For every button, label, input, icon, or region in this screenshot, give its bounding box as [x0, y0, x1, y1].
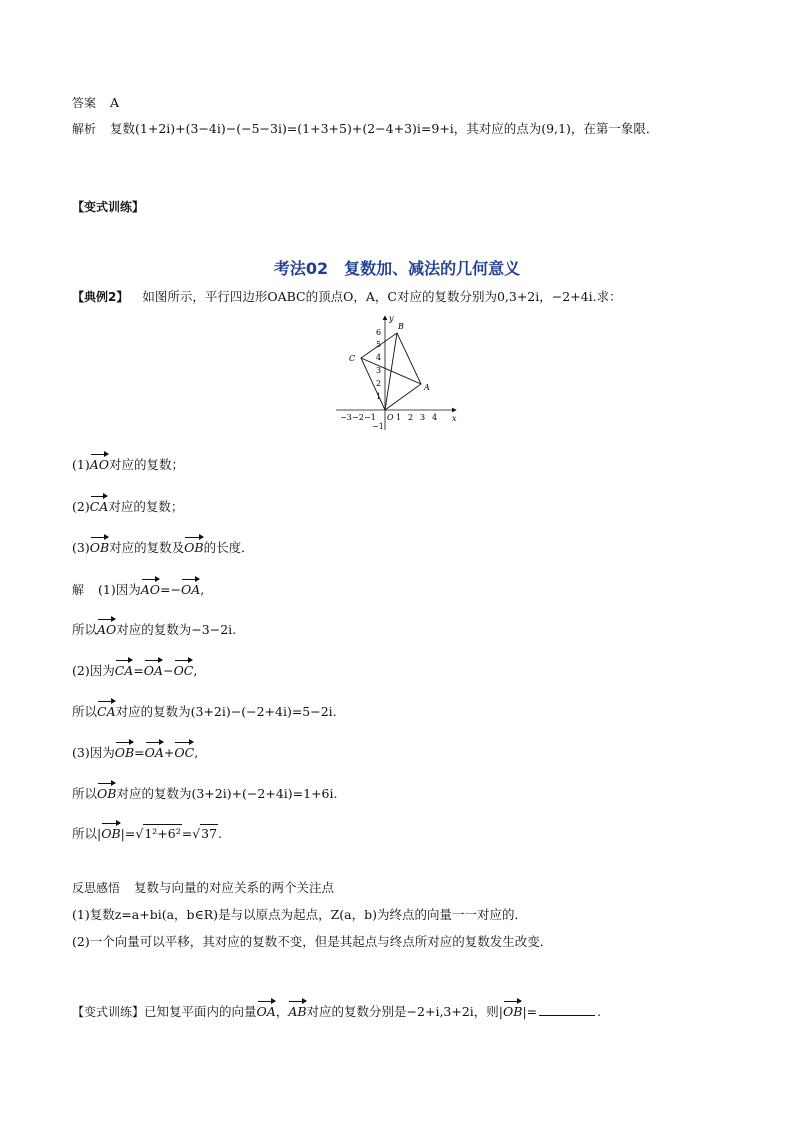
s1-prefix: (1)因为 [98, 582, 141, 597]
solution-step-1 [72, 578, 204, 599]
variant-training-1: 【变式训练】 [72, 200, 145, 214]
v2-text2: 对应的复数分别是−2+i,3+2i，则| [306, 1004, 504, 1019]
sqrt-radicand: 37 [201, 826, 218, 841]
s7-eq: = [181, 826, 193, 841]
analysis-label: 解析 [72, 122, 97, 136]
origin-label: O [387, 413, 394, 422]
s5-eq: = [134, 745, 145, 760]
s4-suffix: 对应的复数为(3+2i)−(−2+4i)=5−2i. [115, 704, 337, 719]
vector-ob: OB [90, 536, 109, 557]
section-title: 考法02 复数加、减法的几何意义 [273, 259, 521, 278]
vector-oc: OC [174, 741, 194, 762]
reflection-label: 反思感悟 [72, 881, 121, 895]
solution-step-4 [72, 700, 337, 721]
s7-prefix: 所以| [72, 826, 102, 841]
s1-end: , [200, 582, 205, 597]
answer-line [72, 94, 119, 112]
y-tick: 4 [376, 353, 382, 362]
answer-label: 答案 [72, 96, 97, 110]
vector-ao: AO [141, 578, 160, 599]
solution-step-6 [72, 782, 338, 803]
s6-suffix: 对应的复数为(3+2i)+(−2+4i)=1+6i. [116, 786, 338, 801]
s3-minus: − [163, 663, 174, 678]
solution-step-5 [72, 741, 198, 762]
s1-mid: =− [160, 582, 181, 597]
point-label-c: C [349, 354, 356, 363]
question-3 [72, 536, 254, 557]
y-tick: 1 [376, 392, 382, 401]
diagonal-ca [361, 358, 421, 384]
sqrt-sign: √ [135, 826, 144, 841]
q3-mid: 对应的复数及 [109, 540, 185, 555]
vector-ob: OB [97, 782, 116, 803]
example-tag: 【典例2】 [72, 290, 129, 304]
x-axis-label: x [452, 414, 457, 423]
x-tick: 3 [420, 413, 426, 422]
solution-step-7 [72, 822, 222, 843]
s5-plus: + [163, 745, 175, 760]
solution-label: 解 [72, 583, 85, 597]
solution-step-3 [72, 659, 197, 680]
s3-end: , [193, 663, 198, 678]
reflection-title: 复数与向量的对应关系的两个关注点 [134, 880, 335, 895]
y-tick: 5 [376, 340, 382, 349]
q2-suffix: 对应的复数； [108, 499, 184, 514]
vector-oa: OA [257, 1000, 276, 1021]
q3-prefix: (3) [72, 540, 90, 555]
s3-prefix: (2)因为 [72, 663, 115, 678]
vector-ob: OB [115, 741, 134, 762]
vector-ab: AB [288, 1000, 306, 1021]
q1-suffix: 对应的复数； [109, 457, 185, 472]
sqrt-sign: √ [192, 826, 201, 841]
y-tick: 2 [376, 379, 382, 388]
vector-ob: OB [101, 822, 120, 843]
vector-oa: OA [145, 741, 164, 762]
q2-prefix: (2) [72, 499, 90, 514]
diagonal-ob [385, 333, 397, 410]
vector-ob: OB [503, 1000, 522, 1021]
vector-ca: CA [115, 659, 134, 680]
parallelogram-figure [330, 312, 465, 434]
y-tick: −1 [372, 422, 384, 431]
s2-suffix: 对应的复数为−3−2i. [116, 622, 237, 637]
example-text: 如图所示，平行四边形OABC的顶点O，A，C对应的复数分别为0,3+2i，−2+4i.求： [142, 289, 622, 304]
v2-text1: 已知复平面内的向量 [144, 1004, 257, 1019]
vector-ao: AO [90, 453, 109, 474]
analysis-text: 复数(1+2i)+(3−4i)−(−5−3i)=(1+3+5)+(2−4+3)i=9+i，其对应的点为(9,1)，在第一象限． [110, 121, 659, 136]
answer-value: A [110, 95, 120, 110]
answer-blank[interactable] [539, 1003, 595, 1016]
s7-mid: |= [120, 826, 136, 841]
s5-end: , [194, 745, 199, 760]
vector-oa: OA [144, 659, 163, 680]
s5-prefix: (3)因为 [72, 745, 115, 760]
v2-text3: |= [522, 1004, 538, 1019]
question-1 [72, 453, 184, 474]
reflection-point-2: (2)一个向量可以平移，其对应的复数不变，但是其起点与终点所对应的复数发生改变． [72, 934, 553, 949]
y-axis-label: y [389, 314, 394, 323]
vector-ob: OB [184, 536, 203, 557]
variant-training-2 [72, 1000, 601, 1021]
s3-eq: = [133, 663, 144, 678]
x-tick: −1 [364, 413, 376, 422]
reflection-heading [72, 879, 334, 897]
x-tick: 4 [432, 413, 438, 422]
vector-ca: CA [90, 495, 109, 516]
q1-prefix: (1) [72, 457, 90, 472]
v2-sep: ， [275, 1004, 289, 1019]
point-label-b: B [398, 322, 404, 331]
x-tick: 2 [408, 413, 414, 422]
s2-prefix: 所以 [72, 622, 98, 637]
x-tick: −2 [352, 413, 364, 422]
solution-step-2 [72, 618, 236, 639]
vector-ao: AO [97, 618, 116, 639]
point-label-a: A [424, 383, 430, 392]
analysis-line [72, 120, 658, 138]
reflection-point-1: (1)复数z=a+bi(a，b∈R)是与以原点为起点，Z(a，b)为终点的向量一一对应的． [72, 907, 527, 922]
sqrt-radicand: 1²+6² [144, 826, 181, 841]
y-tick: 6 [376, 328, 382, 337]
example-line [72, 288, 622, 306]
x-tick: −3 [340, 413, 352, 422]
v2-end: . [597, 1004, 602, 1019]
x-tick: 1 [396, 413, 402, 422]
q3-suffix: 的长度． [203, 540, 254, 555]
y-tick: 3 [376, 366, 382, 375]
variant-tag: 【变式训练】 [72, 1005, 145, 1019]
vector-oa: OA [181, 578, 200, 599]
s6-prefix: 所以 [72, 786, 98, 801]
vector-oc: OC [174, 659, 194, 680]
vector-ca: CA [97, 700, 116, 721]
question-2 [72, 495, 183, 516]
s4-prefix: 所以 [72, 704, 98, 719]
s7-end: . [218, 826, 223, 841]
